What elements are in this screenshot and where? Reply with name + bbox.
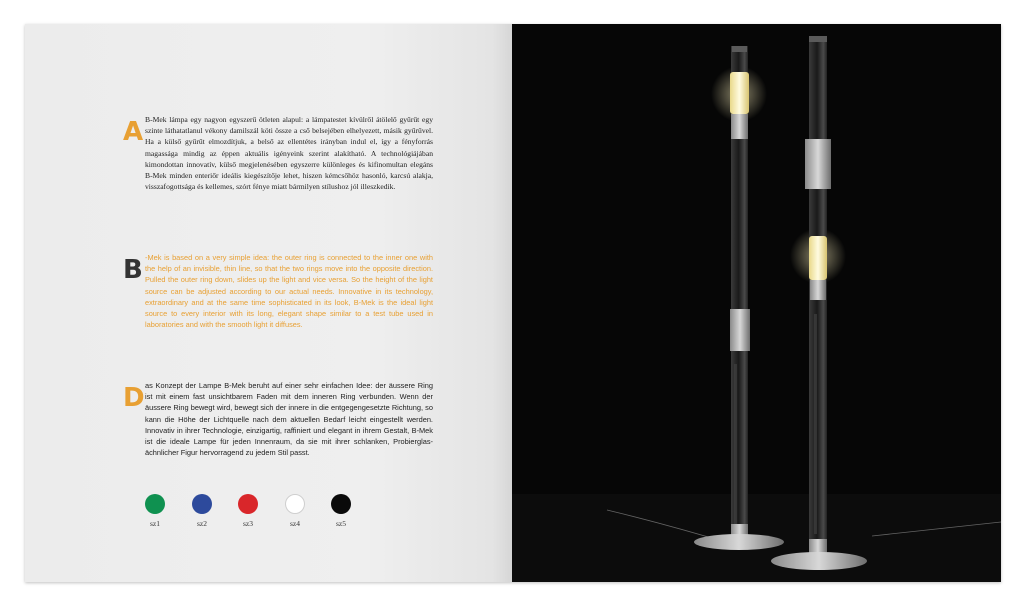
text-page [25, 24, 512, 582]
swatch-sz2 [192, 494, 212, 514]
english-paragraph: -Mek is based on a very simple idea: the outer ring is connected to the inner one with the help of an invisible, thin line, so that the two rings move into the opposite direction. Pulled the outer ring down, slides up the light and vice versa. So the height of the light source can be adjusted according to our actual needs. Innovative in its technology, extraordinary and at the same time sophisticated in its look, B-Mek is the ideal light source to every interior with its long, elegant shape similar to a test tube used in laboratories and with the smooth light it diffuses. [145, 253, 433, 330]
german-paragraph: as Konzept der Lampe B-Mek beruht auf einer sehr einfachen Idee: der äussere Ring ist mit einem fast unsichtbarem Faden mit dem inneren Ring verbunden. Wenn der äussere Ring bewegt wird, bewegt sich der innere in die entgegengesetzte Richtung, so kann die Höhe der Lichtquelle nach dem aktuellen Bedarf leicht eingestellt werden. Innovativ in ihrer Technologie, einzigartig, raffiniert und elegant in ihrem Gestalt, B-Mek ist die ideale Lampe für jeden Innenraum, da sie mit ihrer schlanken, Probierglas-ächnlicher Figur hervorragend zu jedem Stil passt. [145, 381, 433, 458]
swatch-label-sz4: sz4 [290, 519, 300, 528]
drop-cap-a: A [123, 117, 144, 147]
swatch-label-sz3: sz3 [243, 519, 253, 528]
lamp-photo-illustration [512, 24, 1001, 582]
drop-cap-b: B [123, 255, 143, 285]
swatch-label-sz5: sz5 [336, 519, 346, 528]
hungarian-paragraph: B-Mek lámpa egy nagyon egyszerű ötleten alapul: a lámpatestet kívülről átölelő gyűrűt egy szinte láthatatlanul vékony damilszál köti össze a cső belsejében elhelyezett, másik gyűrűvel. Ha a külső gyűrűt elmozdítjuk, a belső az ellentétes irányban indul el, így a fényforrás magassága mindig az éppen aktuális igényeink szerint alakítható. A technológiájában kimondottan innovatív, külső megjelenésében egyszerre különleges és kifinomultan elegáns B-Mek minden enteriőr ideális kiegészítője lehet, hiszen kémcsőhöz hasonló, karcsú alakja, visszafogottsága és kellemes, szórt fénye miatt bármilyen stílushoz jól illeszkedik. [145, 115, 433, 192]
brochure-spread [25, 24, 1001, 582]
swatch-sz3 [238, 494, 258, 514]
swatch-sz1 [145, 494, 165, 514]
swatch-label-sz1: sz1 [150, 519, 160, 528]
product-photo [512, 24, 1001, 582]
swatch-label-sz2: sz2 [197, 519, 207, 528]
swatch-sz5 [331, 494, 351, 514]
swatch-sz4 [285, 494, 305, 514]
drop-cap-d: D [123, 383, 145, 413]
